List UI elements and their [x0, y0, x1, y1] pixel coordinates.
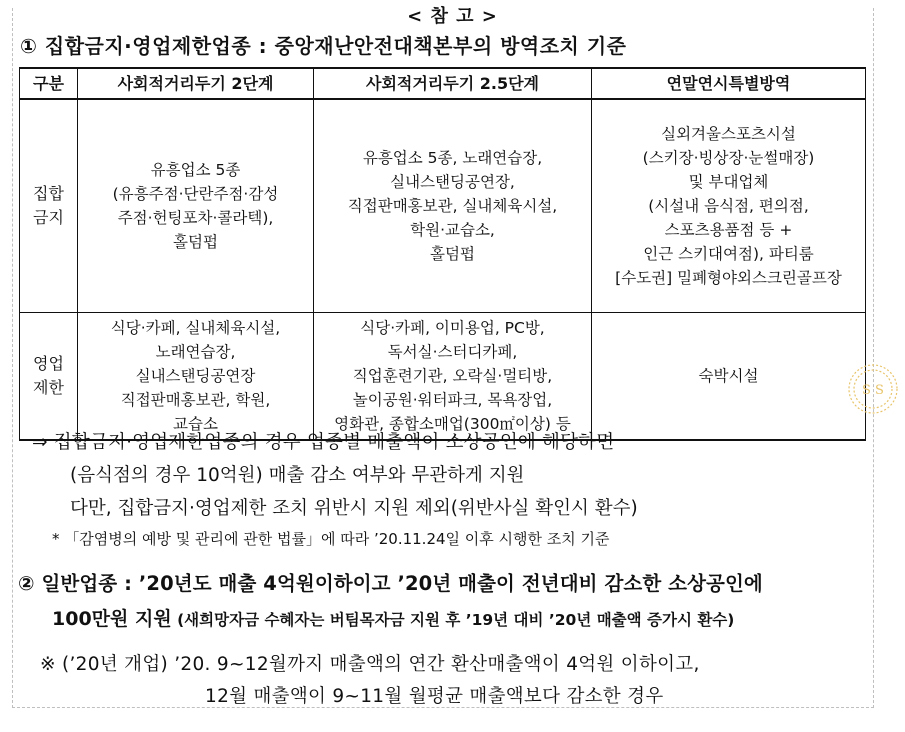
cell-line: 유흥업소 5종, 노래연습장,	[362, 149, 543, 167]
cell-line: 실외겨울스포츠시설	[661, 125, 796, 143]
table-header-row	[20, 68, 866, 99]
conclusion-line: ⇒ 집합금지·영업제한업종의 경우 업종별 매출액이 소상공인에 해당하면	[32, 432, 615, 453]
cell-line: 실내스탠딩공연장,	[390, 173, 515, 191]
cell-line: 스포츠용품점 등 +	[664, 221, 793, 239]
cell-line: 실내스탠딩공연장	[135, 367, 256, 385]
conclusion-exception-line: 다만, 집합금지·영업제한 조치 위반시 지원 제외(위반사실 확인시 환수)	[70, 498, 638, 519]
cell-line: 식당·카페, 실내체육시설,	[110, 319, 281, 337]
cell-line: 노래연습장,	[155, 343, 236, 361]
cell-line: 독서실·스터디카페,	[387, 343, 518, 361]
table-header-level2: 사회적거리두기 2단계	[78, 68, 314, 99]
table-cell	[78, 99, 314, 313]
row-label-line: 제한	[33, 378, 64, 397]
watermark-seal-icon	[846, 362, 900, 416]
table-header-yearend: 연말연시특별방역	[592, 68, 866, 99]
cell-line: 학원·교습소,	[410, 221, 495, 239]
row-label-restrict	[20, 313, 78, 441]
table-row	[20, 99, 866, 313]
table-header-category: 구분	[20, 68, 78, 99]
row-label-line: 영업	[33, 354, 64, 373]
section2-title: ② 일반업종 : ’20년도 매출 4억원이하이고 ’20년 매출이 전년대비 감소한 소상공인에	[18, 572, 763, 595]
note-line-2: 12월 매출액이 9~11월 월평균 매출액보다 감소한 경우	[205, 686, 664, 707]
support-condition-note: (새희망자금 수혜자는 버팀목자금 지원 후 ’19년 대비 ’20년 매출액 증가시 환수)	[171, 611, 735, 629]
table-cell	[314, 313, 592, 441]
section2-support-line	[52, 604, 734, 631]
cell-line: (시설내 음식점, 편의점,	[648, 197, 809, 215]
section1-title: ① 집합금지·영업제한업종 : 중앙재난안전대책본부의 방역조치 기준	[20, 34, 627, 58]
table-cell	[78, 313, 314, 441]
cell-line: 직업훈련기관, 오락실·멀티방,	[352, 367, 553, 385]
row-label-line: 금지	[33, 208, 64, 227]
cell-line: [수도권] 밀폐형야외스크린골프장	[615, 269, 842, 287]
conclusion-detail-line: (음식점의 경우 10억원) 매출 감소 여부와 무관하게 지원	[70, 465, 525, 486]
table-row	[20, 313, 866, 441]
support-amount: 100만원 지원	[52, 608, 172, 630]
reference-title: < 참 고 >	[407, 6, 498, 27]
row-label-line: 집합	[33, 184, 64, 203]
table-header-level25: 사회적거리두기 2.5단계	[314, 68, 592, 99]
cell-line: (스키장·빙상장·눈썰매장)	[642, 149, 815, 167]
cell-line: 놀이공원·워터파크, 목욕장업,	[352, 391, 553, 409]
cell-line: 및 부대업체	[688, 173, 769, 191]
cell-line: 직접판매홍보관, 학원,	[120, 391, 271, 409]
footnote: * 「감염병의 예방 및 관리에 관한 법률」에 따라 ’20.11.24일 이후 시행한 조치 기준	[52, 530, 610, 548]
cell-line: 유흥업소 5종	[150, 161, 241, 179]
quarantine-measures-table	[19, 67, 866, 441]
table-cell	[592, 99, 866, 313]
cell-line: 교습소	[173, 415, 218, 433]
table-cell	[314, 99, 592, 313]
watermark-text: S S	[862, 383, 884, 398]
note-line-1: ※ (’20년 개업) ’20. 9~12월까지 매출액의 연간 환산매출액이 4억원 이하이고,	[40, 654, 700, 675]
cell-line: 홀덤펍	[173, 233, 218, 251]
cell-line: 식당·카페, 이미용업, PC방,	[360, 319, 545, 337]
cell-line: (유흥주점·단란주점·감성	[112, 185, 279, 203]
cell-line: 숙박시설	[698, 367, 759, 385]
cell-line: 영화관, 종합소매업(300㎡이상) 등	[334, 415, 571, 433]
cell-line: 직접판매홍보관, 실내체육시설,	[347, 197, 558, 215]
table-cell	[592, 313, 866, 441]
cell-line: 주점·헌팅포차·콜라텍),	[117, 209, 274, 227]
row-label-ban	[20, 99, 78, 313]
cell-line: 인근 스키대여점), 파티룸	[643, 245, 814, 263]
cell-line: 홀덤펍	[430, 245, 475, 263]
